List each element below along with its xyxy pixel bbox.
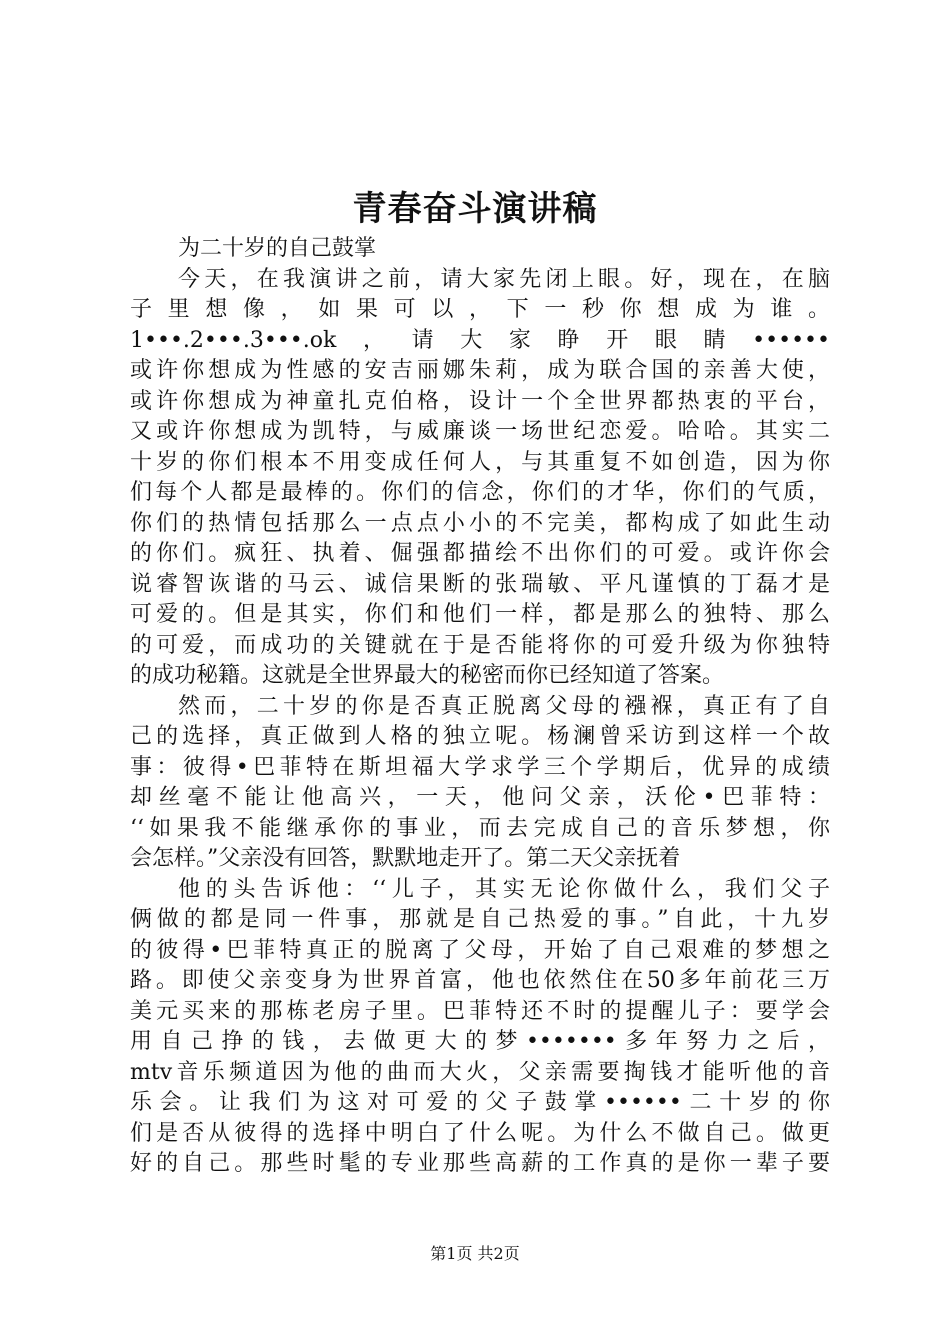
text-line: 可爱的。但是其实，你们和他们一样，都是那么的独特、那么	[130, 602, 830, 627]
text-line: 路。即使父亲变身为世界首富，他也依然住在50多年前花三万	[130, 968, 830, 993]
text-line: 会怎样。”父亲没有回答，默默地走开了。第二天父亲抚着	[130, 846, 681, 871]
text-line: 子里想像，如果可以，下一秒你想成为谁。	[130, 297, 830, 322]
text-line: 今天，在我演讲之前，请大家先闭上眼。好，现在，在脑	[178, 266, 830, 292]
text-line: 十岁的你们根本不用变成任何人，与其重复不如创造，因为你	[130, 449, 830, 475]
text-line: 们是否从彼得的选择中明白了什么呢。为什么不做自己。做更	[130, 1120, 830, 1146]
text-line: 1•••.2•••.3•••.ok，请大家睁开眼睛••••••	[130, 327, 830, 353]
text-line: 却丝毫不能让他高兴，一天，他问父亲，沃伦•巴菲特：	[130, 785, 830, 810]
text-line: 事：彼得•巴菲特在斯坦福大学求学三个学期后，优异的成绩	[130, 754, 830, 780]
text-line: ‘‘如果我不能继承你的事业，而去完成自己的音乐梦想，你	[130, 815, 830, 841]
text-line: 的彼得•巴菲特真正的脱离了父母，开始了自己艰难的梦想之	[130, 937, 830, 963]
text-line: mtv音乐频道因为他的曲而大火，父亲需要掏钱才能听他的音	[130, 1059, 830, 1085]
text-line: 俩做的都是同一件事，那就是自己热爱的事。”自此，十九岁	[130, 907, 830, 932]
document-body	[130, 234, 830, 1180]
text-line: 好的自己。那些时髦的专业那些高薪的工作真的是你一辈子要	[130, 1151, 830, 1176]
text-line: 或许你想成为神童扎克伯格，设计一个全世界都热衷的平台，	[130, 388, 830, 414]
text-line: 又或许你想成为凯特，与威廉谈一场世纪恋爱。哈哈。其实二	[130, 419, 830, 444]
page-footer: 第1页 共2页	[430, 1244, 520, 1263]
text-line: 己的选择，真正做到人格的独立呢。杨澜曾采访到这样一个故	[130, 724, 830, 749]
text-line: 你们的热情包括那么一点点小小的不完美，都构成了如此生动	[130, 510, 830, 536]
text-line: 说睿智诙谐的马云、诚信果断的张瑞敏、平凡谨慎的丁磊才是	[130, 571, 830, 597]
text-line: 然而，二十岁的你是否真正脱离父母的襁褓，真正有了自	[178, 693, 830, 719]
text-line: 美元买来的那栋老房子里。巴菲特还不时的提醒儿子：要学会	[130, 998, 830, 1024]
text-line: 为二十岁的自己鼓掌	[178, 236, 377, 261]
text-line: 或许你想成为性感的安吉丽娜朱莉，成为联合国的亲善大使，	[130, 358, 830, 383]
text-line: 们每个人都是最棒的。你们的信念，你们的才华，你们的气质，	[130, 480, 830, 505]
text-line: 用自己挣的钱，去做更大的梦•••••••多年努力之后，	[130, 1029, 830, 1054]
text-line: 的可爱，而成功的关键就在于是否能将你的可爱升级为你独特	[130, 632, 830, 658]
text-line: 的你们。疯狂、执着、倔强都描绘不出你们的可爱。或许你会	[130, 541, 830, 566]
text-line: 的成功秘籍。这就是全世界最大的秘密而你已经知道了答案。	[130, 663, 725, 688]
text-line: 乐会。让我们为这对可爱的父子鼓掌••••••二十岁的你	[130, 1090, 830, 1115]
document-title: 青春奋斗演讲稿	[352, 189, 598, 229]
text-line: 他的头告诉他：‘‘儿子，其实无论你做什么，我们父子	[178, 876, 830, 902]
